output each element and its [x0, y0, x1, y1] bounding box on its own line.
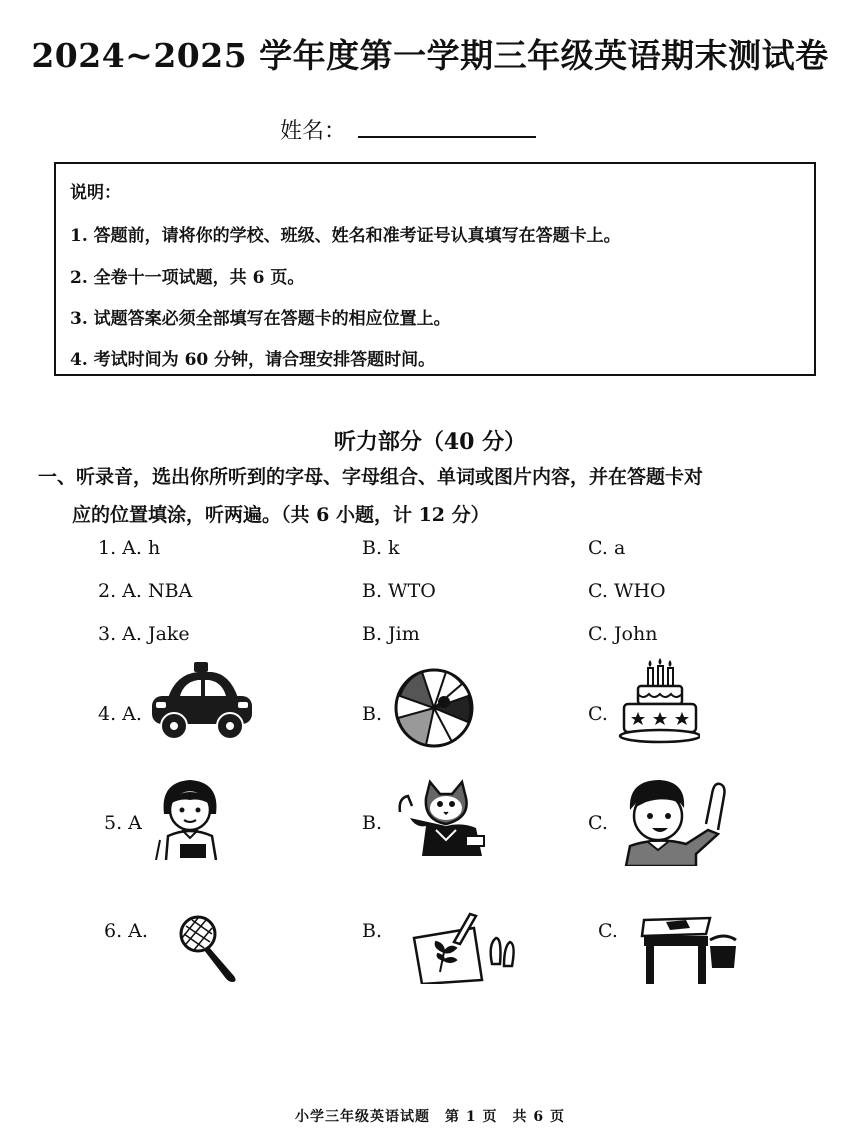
q5-option-a[interactable]: 5. A	[104, 812, 142, 834]
cat-icon[interactable]	[396, 778, 488, 860]
boy-waving-icon[interactable]	[620, 774, 730, 870]
q1-option-c[interactable]: C. a	[588, 537, 626, 559]
part1-instructions-cont: 应的位置填涂，听两遍。（共 6 小题，计 12 分）	[72, 504, 490, 526]
q5-option-c[interactable]: C.	[588, 812, 608, 834]
q4-option-a[interactable]: 4. A.	[98, 703, 142, 725]
page-footer: 小学三年级英语试题 第 1 页 共 6 页	[295, 1109, 565, 1125]
instruction-item: 1. 答题前，请将你的学校、班级、姓名和准考证号认真填写在答题卡上。	[70, 226, 621, 246]
q4-option-b[interactable]: B.	[362, 703, 383, 725]
q6-option-a[interactable]: 6. A.	[104, 920, 148, 942]
q2-option-b[interactable]: B. WTO	[362, 580, 436, 602]
drawing-paper-icon[interactable]	[410, 908, 522, 988]
q4-option-c[interactable]: C.	[588, 703, 608, 725]
instructions-heading: 说明：	[70, 183, 121, 203]
page-title: 2024~2025 学年度第一学期三年级英语期末测试卷	[31, 36, 829, 75]
q2-option-a[interactable]: 2. A. NBA	[98, 580, 193, 602]
instruction-item: 3. 试题答案必须全部填写在答题卡的相应位置上。	[70, 309, 451, 329]
instructions-box	[54, 162, 816, 376]
name-field	[280, 114, 536, 145]
name-label: 姓名：	[280, 119, 347, 144]
instruction-item: 4. 考试时间为 60 分钟，请合理安排答题时间。	[70, 350, 436, 370]
name-blank-line[interactable]	[358, 120, 536, 138]
q3-option-a[interactable]: 3. A. Jake	[98, 623, 190, 645]
q1-option-b[interactable]: B. k	[362, 537, 400, 559]
q3-option-b[interactable]: B. Jim	[362, 623, 420, 645]
beach-ball-icon[interactable]	[392, 666, 476, 754]
section-title: 听力部分（40 分）	[333, 429, 527, 455]
car-icon[interactable]	[146, 660, 258, 746]
q1-option-a[interactable]: 1. A. h	[98, 537, 161, 559]
q6-option-b[interactable]: B.	[362, 920, 383, 942]
q2-option-c[interactable]: C. WHO	[588, 580, 666, 602]
instruction-item: 2. 全卷十一项试题，共 6 页。	[70, 268, 305, 288]
birthday-cake-icon[interactable]	[618, 656, 700, 750]
q6-option-c[interactable]: C.	[598, 920, 618, 942]
q3-option-c[interactable]: C. John	[588, 623, 658, 645]
part1-instructions: 一、听录音，选出你所听到的字母、字母组合、单词或图片内容，并在答题卡对	[38, 466, 704, 488]
q5-option-b[interactable]: B.	[362, 812, 383, 834]
desk-icon[interactable]	[640, 910, 740, 990]
racket-icon[interactable]	[176, 912, 242, 988]
girl-icon[interactable]	[150, 774, 234, 864]
